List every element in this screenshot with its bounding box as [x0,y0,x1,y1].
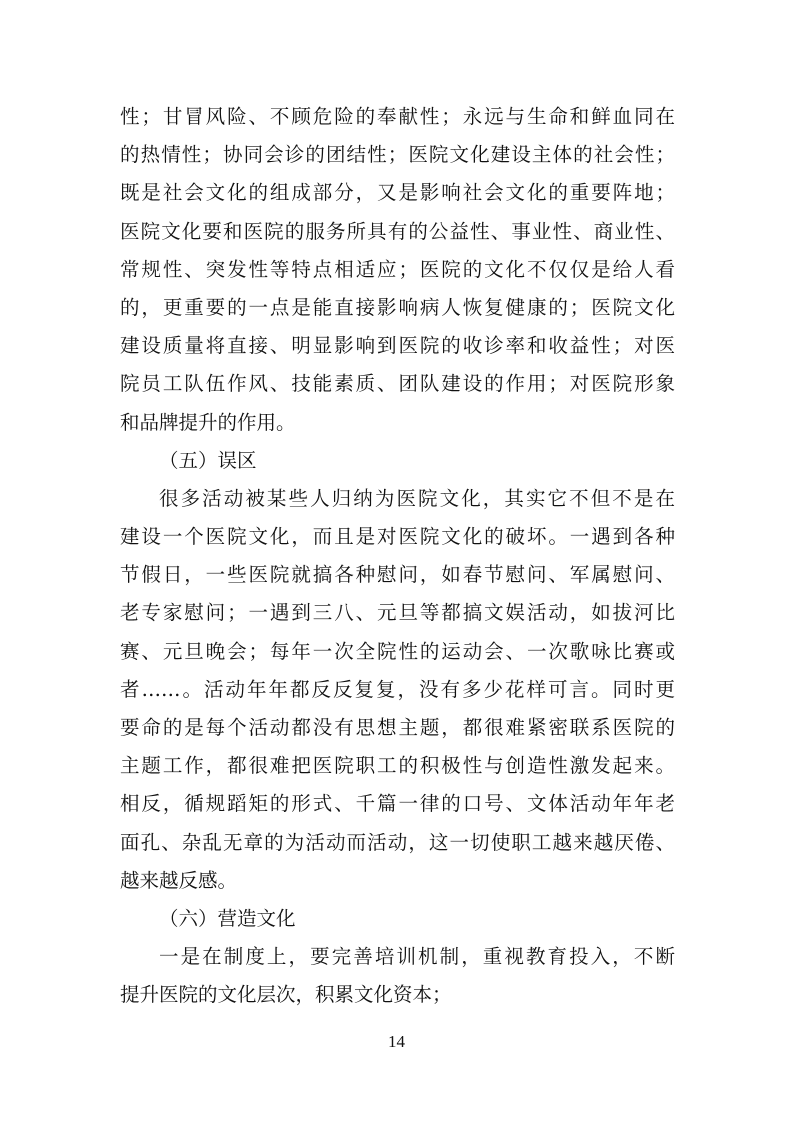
text-line: 院员工队伍作风、技能素质、团队建设的作用；对医院形象 [120,372,675,396]
section-heading-5: （五）误区 [159,448,257,472]
text-line: 性；甘冒风险、不顾危险的奉献性；永远与生命和鲜血同在 [120,105,675,128]
text-line: 的，更重要的一点是能直接影响病人恢复健康的；医院文化 [120,295,675,319]
text-line: 很多活动被某些人归纳为医院文化，其实它不但不是在 [159,486,675,510]
text-line: 一是在制度上，要完善培训机制，重视教育投入，不断 [159,945,675,969]
paragraph-3 [120,938,675,1014]
document-body [120,98,675,1015]
paragraph-2 [120,480,675,900]
section-heading-6: （六）营造文化 [159,906,296,930]
text-line: 和品牌提升的作用。 [120,410,296,434]
text-line: 主题工作，都很难把医院职工的积极性与创造性激发起来。 [120,754,675,778]
text-line: 建设质量将直接、明显影响到医院的收诊率和收益性；对医 [120,334,675,358]
text-line: 的热情性；协同会诊的团结性；医院文化建设主体的社会性； [120,143,675,167]
page-number: 14 [388,1032,405,1051]
text-line: 赛、元旦晚会；每年一次全院性的运动会、一次歌咏比赛或 [120,639,675,663]
text-line: 节假日，一些医院就搞各种慰问，如春节慰问、军属慰问、 [120,563,675,587]
text-line: 提升医院的文化层次，积累文化资本； [120,983,452,1007]
text-line: 面孔、杂乱无章的为活动而活动，这一切使职工越来越厌倦、 [120,830,675,854]
text-line: 医院文化要和医院的服务所具有的公益性、事业性、商业性、 [120,219,675,243]
text-line: 要命的是每个活动都没有思想主题，都很难紧密联系医院的 [120,716,675,739]
text-line: 老专家慰问；一遇到三八、元旦等都搞文娱活动，如拔河比 [120,601,675,625]
text-line: 者……。活动年年都反反复复，没有多少花样可言。同时更 [120,677,675,701]
text-line: 相反，循规蹈矩的形式、千篇一律的口号、文体活动年年老 [120,792,675,816]
text-line: 既是社会文化的组成部分，又是影响社会文化的重要阵地； [120,181,675,205]
paragraph-1 [120,98,675,442]
text-line: 越来越反感。 [120,868,238,892]
text-line: 常规性、突发性等特点相适应；医院的文化不仅仅是给人看 [120,257,675,281]
text-line: 建设一个医院文化，而且是对医院文化的破坏。一遇到各种 [120,525,675,549]
